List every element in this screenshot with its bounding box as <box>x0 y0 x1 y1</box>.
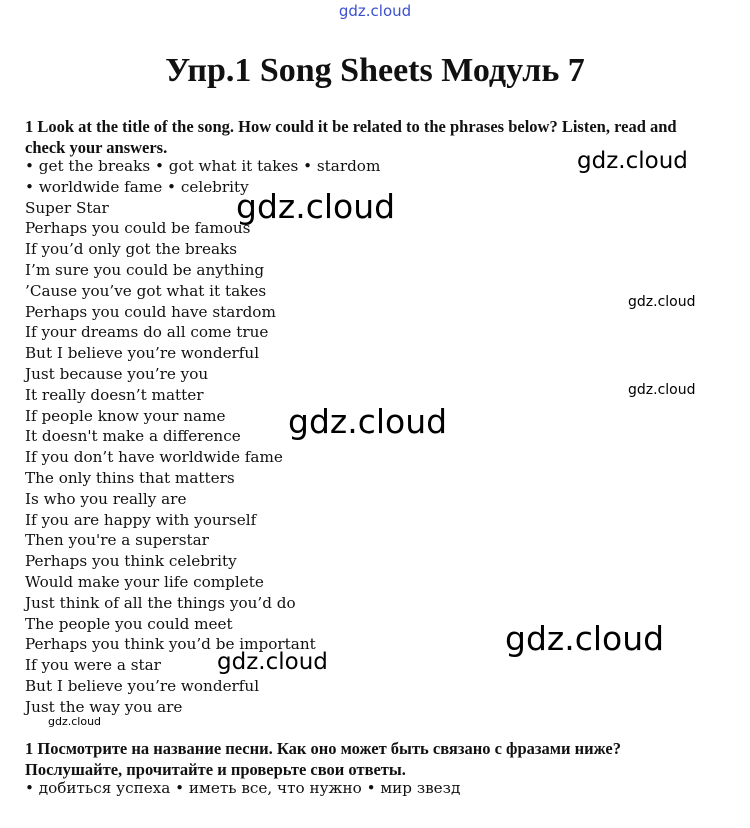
watermark: gdz.cloud <box>288 402 448 441</box>
lyric-line: If you are happy with yourself <box>25 510 257 529</box>
lyric-line: Would make your life complete <box>25 572 264 591</box>
lyric-line: Then you're a superstar <box>25 531 209 550</box>
watermark: gdz.cloud <box>236 187 396 226</box>
lyric-line: It really doesn’t matter <box>25 385 204 404</box>
lyric-line: I’m sure you could be anything <box>25 260 265 279</box>
lyric-line: But I believe you’re wonderful <box>25 344 260 363</box>
watermark: gdz.cloud <box>628 382 696 398</box>
lyric-line: If you’d only got the breaks <box>25 240 238 259</box>
lyric-line: • get the breaks • got what it takes • stardom <box>25 157 381 175</box>
lyric-line: The only thins that matters <box>25 468 235 487</box>
lyric-line: Perhaps you could be famous <box>25 219 251 238</box>
watermark: gdz.cloud <box>505 619 665 658</box>
lyric-line: Super Star <box>25 198 109 217</box>
task-instruction-ru: 1 Посмотрите на название песни. Как оно может быть связано с фразами ниже? Послушайте, прочитайте и проверьте свои ответы. <box>25 739 621 779</box>
lyric-line: If people know your name <box>25 406 226 425</box>
lyric-line: Perhaps you could have stardom <box>25 302 276 321</box>
lyric-line: Just think of all the things you’d do <box>25 593 296 612</box>
watermark: gdz.cloud <box>577 148 688 174</box>
page-title: Упр.1 Song Sheets Модуль 7 <box>165 52 585 89</box>
lyric-line: If you were a star <box>25 656 161 675</box>
lyric-line: ’Cause you’ve got what it takes <box>25 281 267 300</box>
task-instruction-en: 1 Look at the title of the song. How could it be related to the phrases below? Listen, read and check your answers. <box>25 117 677 157</box>
ru-phrases: • добиться успеха • иметь все, что нужно • мир звезд <box>25 779 461 797</box>
lyric-line: Is who you really are <box>25 489 187 508</box>
lyric-line: Just the way you are <box>25 697 183 716</box>
lyric-line: If you don’t have worldwide fame <box>25 448 283 467</box>
watermark: gdz.cloud <box>628 294 696 310</box>
lyric-line: • worldwide fame • celebrity <box>25 177 249 196</box>
watermark: gdz.cloud <box>217 649 328 675</box>
lyric-line: Just because you’re you <box>25 364 209 383</box>
watermark: gdz.cloud <box>48 715 102 728</box>
lyric-line: The people you could meet <box>25 614 233 633</box>
watermark-top: gdz.cloud <box>338 2 412 20</box>
lyric-line: Perhaps you think you’d be important <box>25 635 316 654</box>
lyric-line: It doesn't make a difference <box>25 427 241 446</box>
lyric-line: But I believe you’re wonderful <box>25 676 260 695</box>
lyric-line: If your dreams do all come true <box>25 323 269 342</box>
lyric-line: Perhaps you think celebrity <box>25 552 237 571</box>
